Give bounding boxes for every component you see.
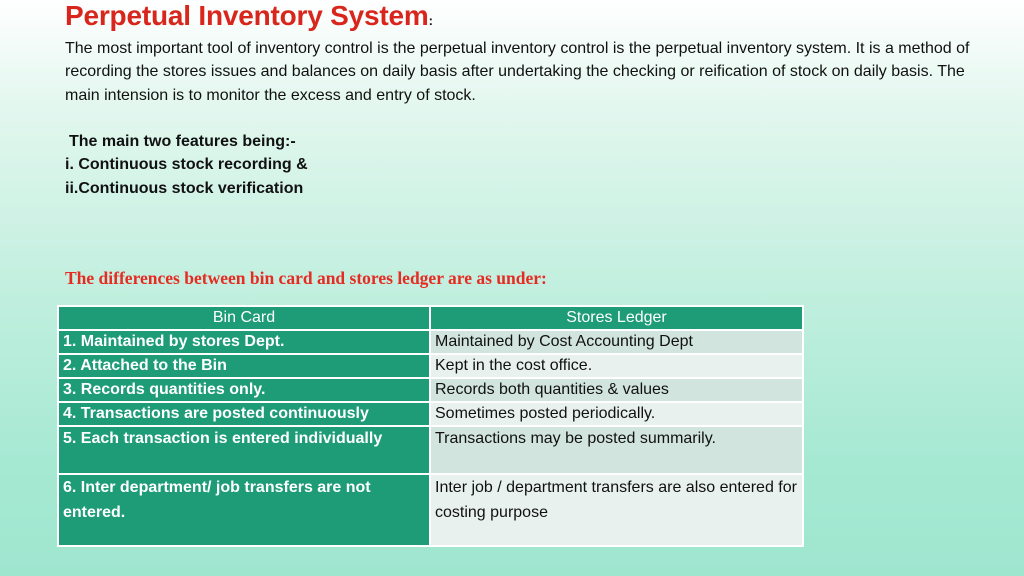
slide-title (65, 0, 433, 32)
table-row (58, 354, 803, 378)
stores-ledger-cell: Records both quantities & values (430, 378, 803, 402)
table-row (58, 330, 803, 354)
table-header-row (58, 306, 803, 330)
table-row (58, 426, 803, 474)
bin-card-cell: 3. Records quantities only. (58, 378, 430, 402)
header-stores-ledger: Stores Ledger (430, 306, 803, 330)
bin-card-cell: 5. Each transaction is entered individually (58, 426, 430, 474)
bin-card-cell: 2. Attached to the Bin (58, 354, 430, 378)
features-block (65, 130, 308, 200)
slide-title-colon: : (428, 13, 433, 28)
table-row (58, 378, 803, 402)
slide-title-text: Perpetual Inventory System (65, 0, 429, 31)
bin-card-cell: 6. Inter department/ job transfers are not entered. (58, 474, 430, 546)
stores-ledger-cell: Transactions may be posted summarily. (430, 426, 803, 474)
stores-ledger-cell: Maintained by Cost Accounting Dept (430, 330, 803, 354)
differences-heading: The differences between bin card and stores ledger are as under: (65, 268, 547, 288)
stores-ledger-cell: Kept in the cost office. (430, 354, 803, 378)
comparison-table (57, 305, 804, 547)
features-heading: The main two features being:- (69, 133, 296, 150)
bin-card-cell: 1. Maintained by stores Dept. (58, 330, 430, 354)
stores-ledger-cell: Inter job / department transfers are also entered for costing purpose (430, 474, 803, 546)
feature-item: i. Continuous stock recording & (65, 156, 308, 174)
table-row (58, 402, 803, 426)
feature-item: ii.Continuous stock verification (65, 179, 304, 197)
bin-card-cell: 4. Transactions are posted continuously (58, 402, 430, 426)
table-row (58, 474, 803, 546)
stores-ledger-cell: Sometimes posted periodically. (430, 402, 803, 426)
header-bin-card: Bin Card (58, 306, 430, 330)
intro-paragraph: The most important tool of inventory control is the perpetual inventory control is the perpetual inventory system. It is a method of recording the stores issues and balances on daily basis after undertaking the checking or reification of stock on daily basis. The main intension is to monitor the excess and entry of stock. (65, 40, 970, 104)
